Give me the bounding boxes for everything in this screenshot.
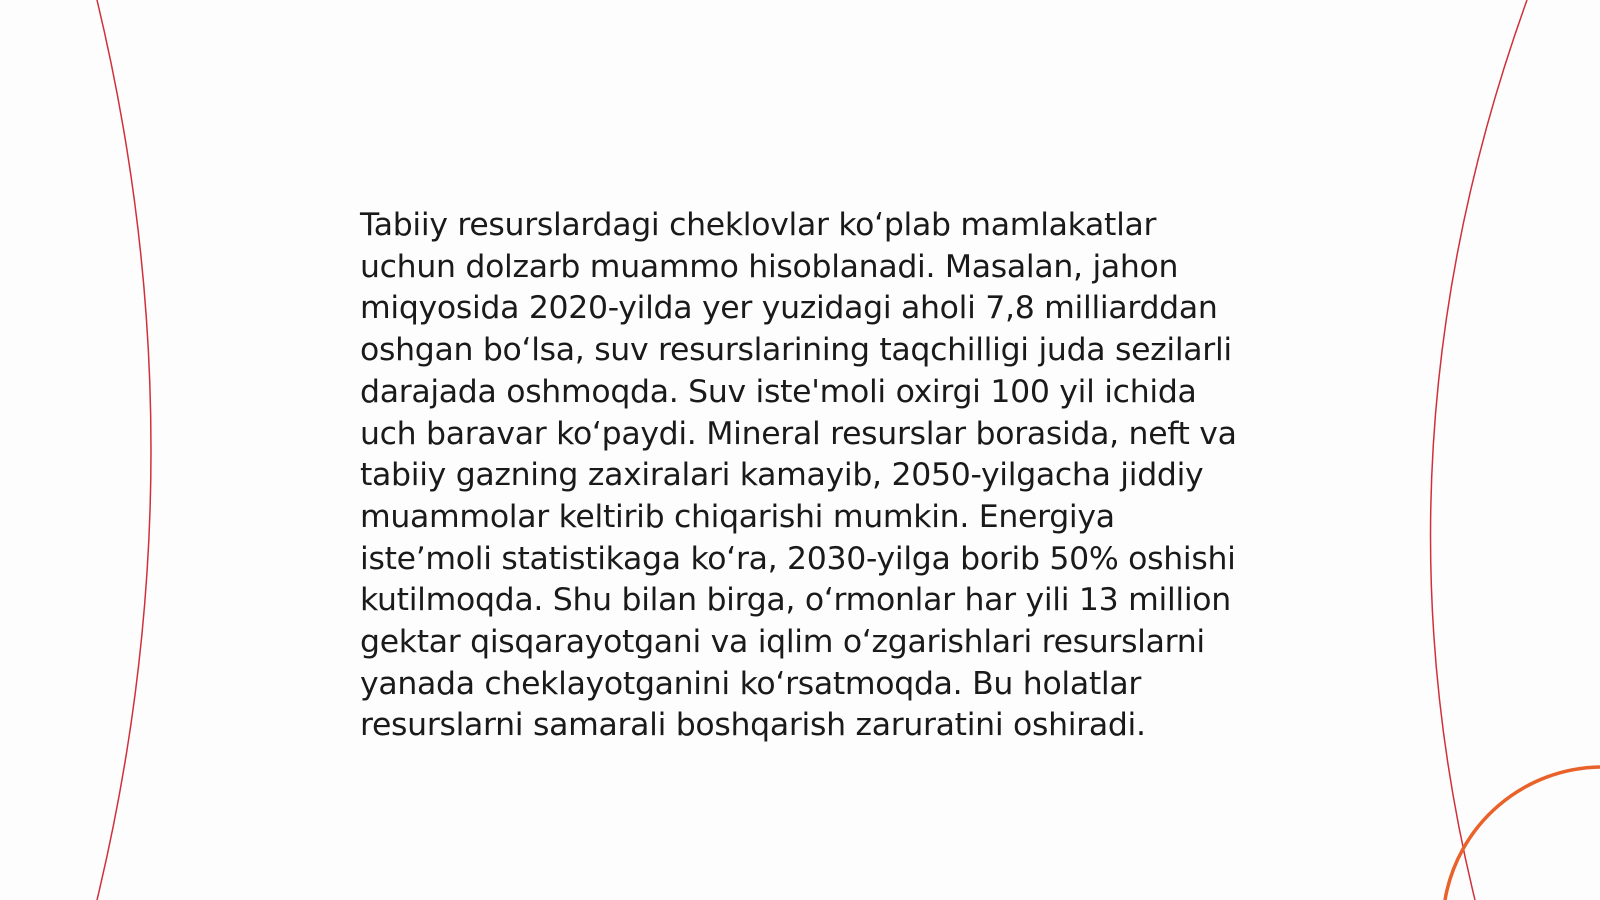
- left-curve-line: [97, 0, 151, 900]
- body-paragraph: Tabiiy resurslardagi cheklovlar ko‘plab mamlakatlar uchun dolzarb muammo hisoblanadi. Masalan, jahon miqyosida 2020-yilda yer yuzidagi aholi 7,8 milliarddan oshgan bo‘lsa, suv resurslarining taqchilligi juda sezilarli darajada oshmoqda. Suv iste'moli oxirgi 100 yil ichida uch baravar ko‘paydi. Mineral resurslar borasida, neft va tabiiy gazning zaxiralari kamayib, 2050-yilgacha jiddiy muammolar keltirib chiqarishi mumkin. Energiya iste’moli statistikaga ko‘ra, 2030-yilga borib 50% oshishi kutilmoqda. Shu bilan birga, o‘rmonlar har yili 13 million gektar qisqarayotgani va iqlim o‘zgarishlari resurslarni yanada cheklayotganini ko‘rsatmoqda. Bu holatlar resurslarni samarali boshqarish zaruratini oshiradi.: [360, 207, 1237, 744]
- orange-arc: [1445, 767, 1600, 900]
- right-curve-line: [1431, 0, 1527, 900]
